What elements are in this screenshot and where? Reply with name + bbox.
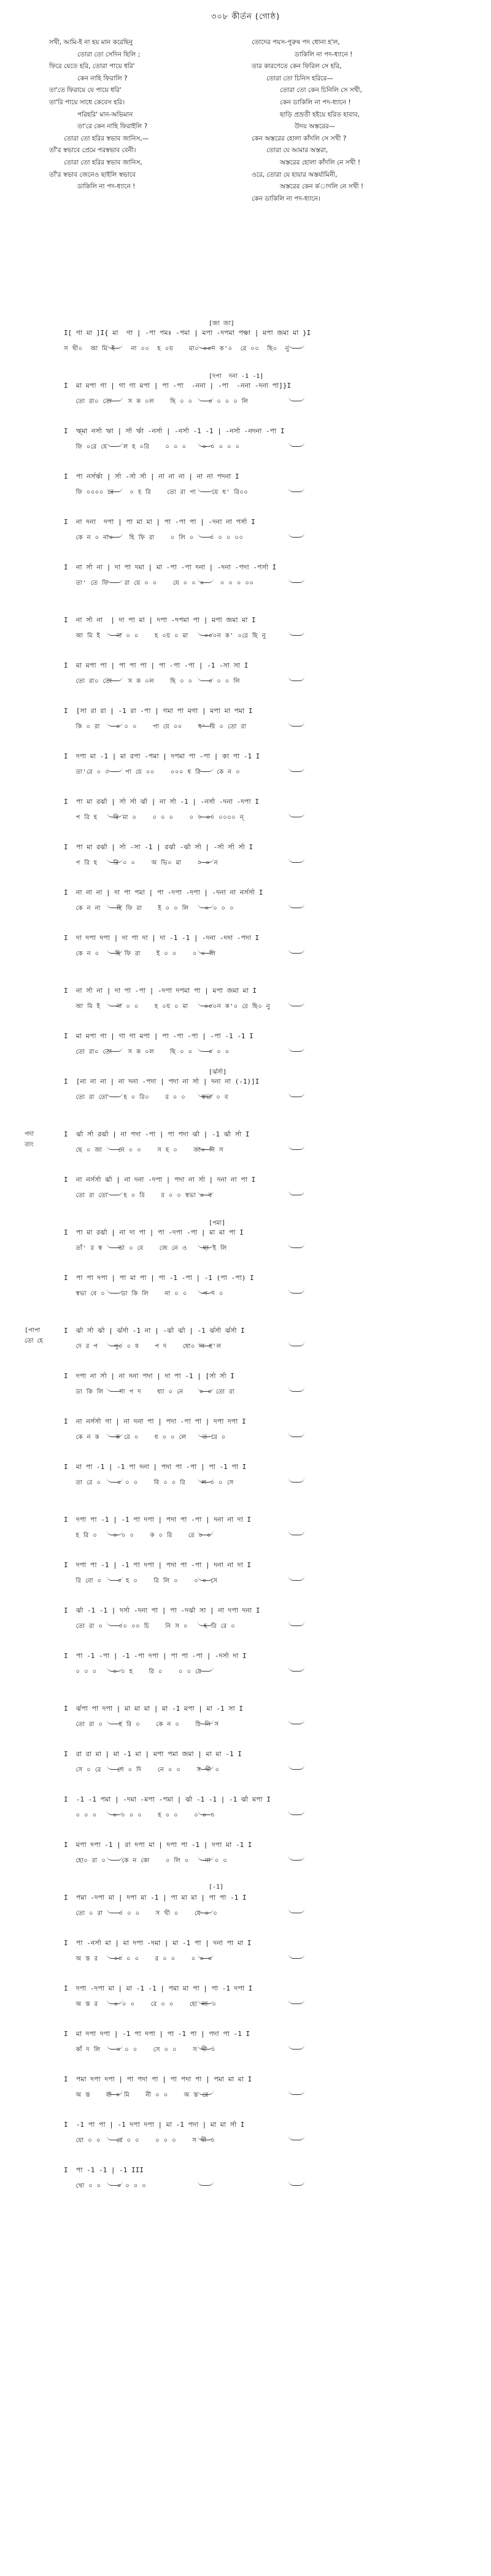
slur-marks [64,1427,457,1432]
lyric-syllables: ফি ০রে যে ল হ ০রি ০ ০ ০ ০ ০ ০ ০ ০ [64,444,240,450]
swaralipi-notes: I পমা -দপা মা | দপা মা -1 | পা মা মা | পা পা -1 I [64,1894,247,1902]
slur-marks [64,391,457,396]
ornament-note: [পমা] [209,1220,226,1227]
lyric-syllables: অ স্ত র্যা ০ মি নী ০ ০ অ স্ত রে [64,2092,209,2099]
slur-marks [64,1283,457,1289]
notation-row [25,1929,479,1975]
poem-line: তোরা তো হরির স্বভাব জানিস,— [64,134,149,142]
notation-row [25,833,479,879]
slur-arc [288,1719,304,1724]
lyric-syllables: ০ ০ ০ ০ ০ ০ ০ হ ০ ০ ০ ০ ০ [64,1812,215,1819]
lyric-syllables: তো রা০ তো স ক ০ল ছি ০ ০ ০ ০ ০ লি [64,678,241,685]
swaralipi-notes: I পা মা রর্ঝা | না দা পা | পা -দপা -পা | মা মা পা I [64,1228,244,1236]
poem-line: তার কারণেতে কেন ফিরিল সে হরি, [252,63,342,71]
slur-arc [288,1001,304,1006]
slur-marks [64,1570,457,1576]
notation-row [25,1975,479,2020]
notation-row [25,1740,479,1786]
notation-row [25,606,479,652]
swaralipi-notes: I না র্সা না | দা পা দমা | মা -পা -পা দনা | -দনা -পদা -পর্সা I [64,563,277,571]
slur-arc [288,858,304,863]
poem-line: অস্তরের কেন ক'াদলি নে সখী ! [280,183,364,191]
section-marker: [পাপা তো হে [25,1327,43,1344]
slur-marks [64,1616,457,1621]
lyric-syllables: আ মি ই না ০ ০ হ ০য় ০ মা ০০০ন ক'০ রে ছি০ নু [64,1003,271,1010]
swaralipi-notes: I [না না না | না দনা -পদা | পদা না র্সা | দনা না (-1)]I [64,1078,260,1086]
notation-row [25,742,479,788]
lyric-syllables: কি ০ রা ০ ০ ০ পা য়ে ০০ ধ' রি ০ তো রা [64,723,247,730]
swaralipi-notes: I পা পা দপা | পা মা পা | পা -1 -পা | -1 (পা -পা) I [64,1274,254,1282]
slur-arc [288,1243,304,1248]
slur-arc [288,631,304,636]
poem-line: তা'তে ফিরায়ে যে পায়ে ধরি' [49,87,122,94]
slur-arc [288,578,304,583]
swaralipi-notes: I মপা দপা -1 | রা দপা মা | দপা পা -1 | দপা মা -1 I [64,1841,252,1849]
slur-arc [288,2181,304,2186]
slur-marks [64,2175,457,2181]
swaralipi-notes: I র্ঝা -1 -1 | দর্সা -দনা পা | পা -দর্ঝা সা | না দপা দনা I [64,1606,260,1614]
slur-marks [64,1238,457,1243]
notation-row [25,788,479,833]
swaralipi-notes: I না নর্সর্সা র্ঝা | না দনা -দপা | পদা না র্সা | দনা না পা I [64,1176,256,1184]
notation-row [25,553,479,599]
slur-arc [288,1621,304,1626]
lyric-syllables: তো রা তো হ ০ রি০ র ০ ০ স্বভা ০ ব [64,1094,228,1101]
swaralipi-notes: I -1 -1 পমা | -দমা -মপা -পমা | র্ঝা -1 -1 | -1 র্ঝা মপা I [64,1795,271,1803]
slur-arc [288,1341,304,1346]
notation-row [25,1219,479,1264]
ornament-note: [-1] [209,1884,224,1891]
ornament-note: [দপা দনা -1 -1] [209,373,264,380]
slur-arc [288,1289,304,1294]
notation-row [25,652,479,697]
slur-arc [288,1530,304,1535]
swaralipi-notes: I না র্সা না | দা পা -পা | -দপা দপমা পা | মপা জমা মা I [64,987,257,995]
swaralipi-notes: I র্ঝা র্সা রর্ঝা | না পদা -পা | পা পদা র্ঝা | -1 র্ঝা র্সা I [64,1130,250,1138]
lyric-syllables: তা'রে ০ ০ পা য়ে ০০ ০০০ ধ রি কে ন ০ [64,769,241,776]
lyric-syllables: অ স্ত র ০০ ০ ০ র ০ ০ ০ ০ ০ [64,1956,212,1962]
slur-arc [288,2135,304,2140]
slur-marks [64,1041,457,1047]
swaralipi-notes: I না র্সা না | দা পা মা | দপা -দপমা পা | মপা জমা মা I [64,616,256,624]
slur-marks [64,1759,457,1765]
slur-arc [288,1765,304,1770]
poem-left-column [49,37,252,193]
lyric-syllables: সে ০ রে সে ০ দি নে ০ ০ স খী ০ [64,1767,220,1773]
notation-row [25,463,479,508]
slur-arc [288,1432,304,1437]
notation-row [25,1362,479,1408]
swaralipi-notes: I -1 পা পা | -1 দপা দপা | মা -1 পদা | মা মা র্সা I [64,2121,245,2129]
notation-row [25,1786,479,1831]
ornament-note: [জা জা] [209,320,234,327]
lyric-syllables: তো রা ০ ০০ ০০ চি নি স ০ হ রি রে ০ [64,1623,236,1630]
swaralipi-notes: I ঋ্মা নর্সা ঋা | র্সা র্ঋা -নর্সা | -নর্সা -1 -1 | -নর্সা -নদনা -পা I [64,427,285,435]
lyric-syllables: কাঁ দ লি ০ ০ ০ সে ০ ০ স খী ০ [64,2046,216,2053]
notation-row [25,1068,479,1113]
swaralipi-notes: I পা মা রর্ঝা | র্সা র্সা র্ঝা | না র্সা -1 | -নর্সা -দনা -দপা I [64,798,259,806]
slur-marks [64,1336,457,1341]
notation-row [25,1597,479,1642]
slur-marks [64,625,457,631]
lyric-syllables: স খী০ আ মি ই না ০০ হ ০য় মা০ ০০ন ক'০ রে ০০ ছি০ নু [64,345,290,352]
ornament-note: [র্ঝর্সা] [209,1069,227,1076]
slur-marks [64,807,457,812]
lyric-syllables: হো০ রা ০ কে ন কো ০ লি ০ না ০ ০ [64,1857,228,1864]
lyric-syllables: তো রা০ তো স ক ০ল ছি ০ ০ ০ ০ ০ ০ লি [64,398,249,405]
slur-arc [288,1478,304,1483]
swaralipi-notes: I পা নর্সর্ঋা | র্সা -র্সা র্সা | না না না | না না পদনা I [64,472,239,480]
lyric-syllables: কে ন না হি ফি রা ই ০ ০ লি ০ ০ ০ ০ [64,905,234,912]
notation-row [25,1453,479,1498]
song-title: ৩০৮ কীর্তন (গোষ্ঠ) [211,12,280,21]
slur-arc [288,767,304,772]
notation-row [25,319,479,364]
slur-arc [288,1856,304,1861]
slur-marks [64,1850,457,1856]
notation-row [25,1166,479,1211]
slur-marks [64,898,457,903]
slur-marks [64,1714,457,1719]
notation-row [25,1884,479,1929]
lyric-syllables: প রি হ রি ০ ০ অ ভি০ মা ০ ০ ন [64,860,218,866]
slur-marks [64,943,457,949]
swaralipi-notes: I দপা -দপা মা | মা -1 -1 | পমা মা পা | পা -1 দপা I [64,1984,253,1992]
lyric-syllables: তো ০ রা ০ ০ ০ স খী ০ যে ০ ০ [64,1910,218,1917]
swaralipi-notes: I মা পা -1 | -1 পা দনা | পদা পা -পা | পা -1 পা I [64,1463,247,1471]
slur-marks [64,2084,457,2090]
poem-line: ওরে, তোরা যে হায়ার অস্তর্যামিনী, [252,171,338,179]
slur-arc [288,903,304,908]
notation-row [25,1506,479,1551]
poem-line: তাঁ'র স্বভাব জেনেও ছাইলি স্বভাবে [49,171,136,179]
lyric-syllables: কে ন ০ হি ফি রা ই ০ ০ ০ ০ লি [64,951,216,957]
poem-line: সখী, আমি-ই না হয় মান করেছিনু [49,39,133,46]
slur-marks [64,1948,457,1954]
poem-line: তোদের পয়স-পুরুষ পদ ধোনা হ'ল, [252,39,340,46]
swaralipi-notes: I মা মপা পা | পা পা পা | পা -পা -পা | -1 -সা সা I [64,661,249,669]
notation-row [25,977,479,1022]
slur-arc [288,487,304,492]
slur-marks [64,482,457,487]
poem-line: পরিহরি' মান-অভিমান [77,110,133,118]
poem-line: ছাড়ি প্রভ্রতী হইয়ে হরিত হাবাব, [280,110,360,118]
notation-row [25,2020,479,2065]
slur-marks [64,338,457,344]
lyric-syllables: অ স্ত র ০ ০ ০ রে ০ ০ হো লা ০ [64,2001,217,2008]
lyric-syllables: ফি ০০০০ রে ০ হ রি তো রা পা য়ে ধ' রি০০ [64,489,249,496]
swaralipi-notes: I পা -1 -1 | -1 III [64,2166,144,2174]
poem-line: তোরা যে আমার অস্তরা, [266,147,328,155]
lyric-syllables: হ রি ০ ০ ০ ০ ক ০ রি রে ০ ০ [64,1532,212,1539]
notation-row [25,1022,479,1068]
poem-line: তোরা তো সেদিন ছিলি ; [77,50,141,58]
swaralipi-notes: I না দনা দপা | পা মা মা | পা -পা পা | -দনা না পর্সা I [64,518,255,526]
notation-row [25,1264,479,1309]
notation-row [25,924,479,970]
notation-row [25,2156,479,2202]
slur-marks [64,762,457,767]
lyric-syllables: আ মি ই না ০ ০ হ ০য় ০ মা ০০০ন ক' ০রে ছি নু [64,633,266,639]
slur-arc [288,1667,304,1672]
lyric-syllables: কে ন ০ না০ হি ফি রা ০ লি ০ ০ ০ ০ ০০ [64,534,244,541]
poem-line: ডাকিলি না পদ-ধ্যানে ! [77,183,136,191]
poem-line: তোরা তো চিনিস হরিরে— [266,74,333,82]
lyric-syllables: ০ ০ ০ ০ ০ হ রি ০ ০ ০ রে [64,1668,202,1675]
swaralipi-notes: I রা রা মা | মা -1 মা | মপা পমা জমা | মা মা -1 I [64,1750,242,1758]
lyric-syllables: তা রে ০ ০ ০ ০ বি ০ ০ রি ল ০ ০ সে [64,1479,234,1486]
swaralipi-notes: I পা -নর্সা মা | মা দপা -দমা | মা -1 পা | দনা পা মা I [64,1939,252,1947]
slur-arc [288,344,304,349]
swaralipi-notes: I না নর্সর্সা গা | না দনা পা | পদা -পা পা | দপা দপা I [64,1417,246,1425]
swaralipi-notes: I না না না | দা পা পমা | পা -দপা -দপা | -দনা না নর্সর্সা I [64,889,263,897]
slur-arc [288,442,304,447]
notation-row [25,2065,479,2111]
swaralipi-notes: I র্ঝপা পা দপা | মা মা মা | মা -1 মপা | মা -1 সা I [64,1705,243,1713]
swaralipi-notes: I[ গা মা ]I{ মা গা | -পা পমঃ -পমা | মপা -দপমা পক্ষা | মপা জমা মা }I [64,329,311,337]
slur-marks [64,671,457,676]
section-marker: পদা তাং [25,1131,34,1148]
slur-marks [64,2039,457,2045]
notation-row [25,1695,479,1740]
lyric-syllables: তাঁ' র স্ব ভা ০ বে জে নে ও ছা ই লি [64,1245,227,1252]
swaralipi-notes: I পা মা রর্ঝা | র্সা -সা -1 | রর্ঝা -র্ঝা র্সা | -র্সা র্সা র্সা I [64,843,253,851]
slur-marks [64,1185,457,1190]
lyric-syllables: খো ০ ০ ০ ০ ০ ০ [64,2183,147,2189]
slur-marks [64,436,457,442]
slur-arc [288,396,304,401]
swaralipi-notes: I দপা মা -1 | মা রপা -পমা | দপমা পা -পা | কা পা -1 I [64,752,260,760]
poem-line: কেন অস্তরের হোলা কাঁদলি সে সখী ? [252,134,347,142]
slur-marks [64,1087,457,1092]
lyric-syllables: ডা কি লি না প দ ধ্যা ০ নে ০ ০ তো রা [64,1389,235,1395]
swaralipi-notes: I দপা পা -1 | -1 পা দপা | পদা পা -পা | দনা না দা I [64,1516,252,1524]
slur-arc [288,533,304,538]
swaralipi-notes: I [সা রা রা | -1 রা -পা | গমা পা মগা | মপা মা পমা I [64,707,253,715]
notation-block [25,319,479,2202]
swaralipi-notes: I মা মপা গা | গা গা মপা | পা -পা -ননা | -পা -ননা -দনা পা]}I [64,382,292,390]
notation-row [25,417,479,463]
slur-arc [288,676,304,681]
slur-arc [288,2045,304,2050]
swaralipi-notes: I র্ঝা র্সা র্ঝা | র্ঝর্সা -1 না | -র্ঝা র্ঝা | -1 র্ঝর্সা র্ঝর্সা I [64,1327,245,1335]
swaralipi-notes: I দা দপা দপা | দা পা দা | দা -1 -1 | -দনা -দদা -পদা I [64,934,260,942]
poem-line: উদয় অস্তরের— [295,123,336,131]
poem-line: অস্তরের হোলা কাঁদলি নে সখী ! [280,158,361,166]
poem-line: কেন ডাকিলি না পদ-ধ্যানে। [252,195,320,202]
slur-arc [288,1092,304,1097]
slur-marks [64,852,457,858]
slur-marks [64,996,457,1001]
lyric-syllables: তো রা০ তো স ক ০ল ছি ০ ০ ০ ০ ০ [64,1049,230,1055]
swaralipi-notes: I মা দপা দপা | -1 পা দপা | পা -1 পা | পদা পা -1 I [64,2030,250,2038]
slur-marks [64,716,457,722]
poem-line: ফিরে যেতে হরি, তোরা পায়ে ধরি' [49,63,135,71]
poem-right-column [252,37,460,205]
lyric-syllables: তো রা তো হ ০ রি র ০ ০ স্বভা ০ ব [64,1192,212,1199]
poem-line: তোরা তো হরির স্বভাব জানিস, [64,158,142,166]
notation-row [25,1120,479,1166]
lyric-syllables: রি বো ০ ০ হ ০ রি লি ০ ০ ০ সে [64,1578,218,1584]
slur-arc [288,1810,304,1815]
swaralipi-notes: I দপা না র্সা | না দনা পদা | দা পা -1 | [র্সা র্সা I [64,1372,234,1380]
slur-arc [288,1387,304,1392]
poem-line: তাঁ'র স্বভাবে প্রেমে পরস্বভাব বেনী। [49,147,136,155]
slur-arc [288,1047,304,1052]
slur-marks [64,1994,457,1999]
slur-arc [288,1576,304,1581]
poem-line: তা'রে কেন নাহি ফিরাইলি ? [77,123,148,131]
slur-marks [64,1525,457,1530]
slur-marks [64,573,457,578]
lyric-syllables: স্বভা বে ০ ডা কি লি না ০ ০ প দ ০ [64,1290,223,1297]
lyric-syllables: দে র প পু০ ০ ষ প দ ধো০ না হ'ল [64,1343,222,1350]
slur-arc [288,1954,304,1959]
poem-line: তা'রি পায়ে সাধে কেবেস হরি। [49,98,125,106]
lyric-syllables: তো রা ০ হ রি ০ কে ন ০ চি নি স [64,1721,219,1728]
slur-arc [288,1908,304,1913]
notation-row [25,372,479,417]
swaralipi-notes: I দপা পা -1 | -1 পা দপা | পদা পা -পা | দনা না দা I [64,1561,252,1569]
notation-row [25,2111,479,2156]
swaralipi-notes: I পা -1 -পা | -1 -পা দপা | পা পা -পা | -দর্সা দা I [64,1652,247,1660]
notation-row [25,1408,479,1453]
slur-arc [288,949,304,954]
lyric-syllables: কে ন ক ক রে ০ ধ ০ ০ লে ত রে ০ [64,1434,226,1441]
slur-marks [64,1140,457,1145]
slur-arc [288,1145,304,1150]
slur-arc [288,1999,304,2004]
notation-row [25,1831,479,1876]
notation-row [25,1551,479,1597]
slur-marks [64,1661,457,1667]
notation-row [25,879,479,924]
lyric-syllables: তা' তে ফি রা য়ে ০ ০ যে ০ ০ ০ ০ ০ ০ ০০ [64,580,254,587]
poem-line: কেন ডাকিলি না পদ-ধ্যানে ! [280,98,351,106]
swaralipi-notes: I পমা দপা দপা | পা পদা পা | পা পদা পা | পমা মা মা I [64,2075,252,2083]
slur-arc [288,2090,304,2095]
slur-arc [288,812,304,817]
slur-arc [288,1190,304,1195]
slur-marks [64,527,457,533]
lyric-syllables: যো ০ ০ রে ০ ০ ০ ০ ০ স খী ০ [64,2137,215,2144]
notation-row [25,508,479,553]
slur-arc [288,722,304,727]
lyric-syllables: প রি হ রি মা ০ ০ ০ ০ ০ ০ ০০ ০০০০ ন্ [64,814,244,821]
notation-row [25,1642,479,1687]
slur-marks [64,1805,457,1810]
poem-line: তোরা তো কেন চিনিলি সে সখী, [280,87,362,94]
slur-marks [64,2130,457,2135]
slur-marks [64,1903,457,1908]
lyric-syllables: ছে ০ জা নে ০ ০ স হ ০ জা০ নি স [64,1147,224,1154]
poem-line: কেন নাহি ফিরালি ? [77,74,128,82]
slur-arc [198,2181,214,2186]
poem-line: ডাকিলি না পদ-ধ্যানে ! [295,50,353,58]
notation-row [25,1317,479,1362]
swaralipi-notes: I মা মপা গা | গা গা মপা | পা -পা -পা | -পা -1 -1 I [64,1032,253,1040]
slur-marks [64,1472,457,1478]
slur-marks [64,1381,457,1387]
notation-row [25,697,479,742]
